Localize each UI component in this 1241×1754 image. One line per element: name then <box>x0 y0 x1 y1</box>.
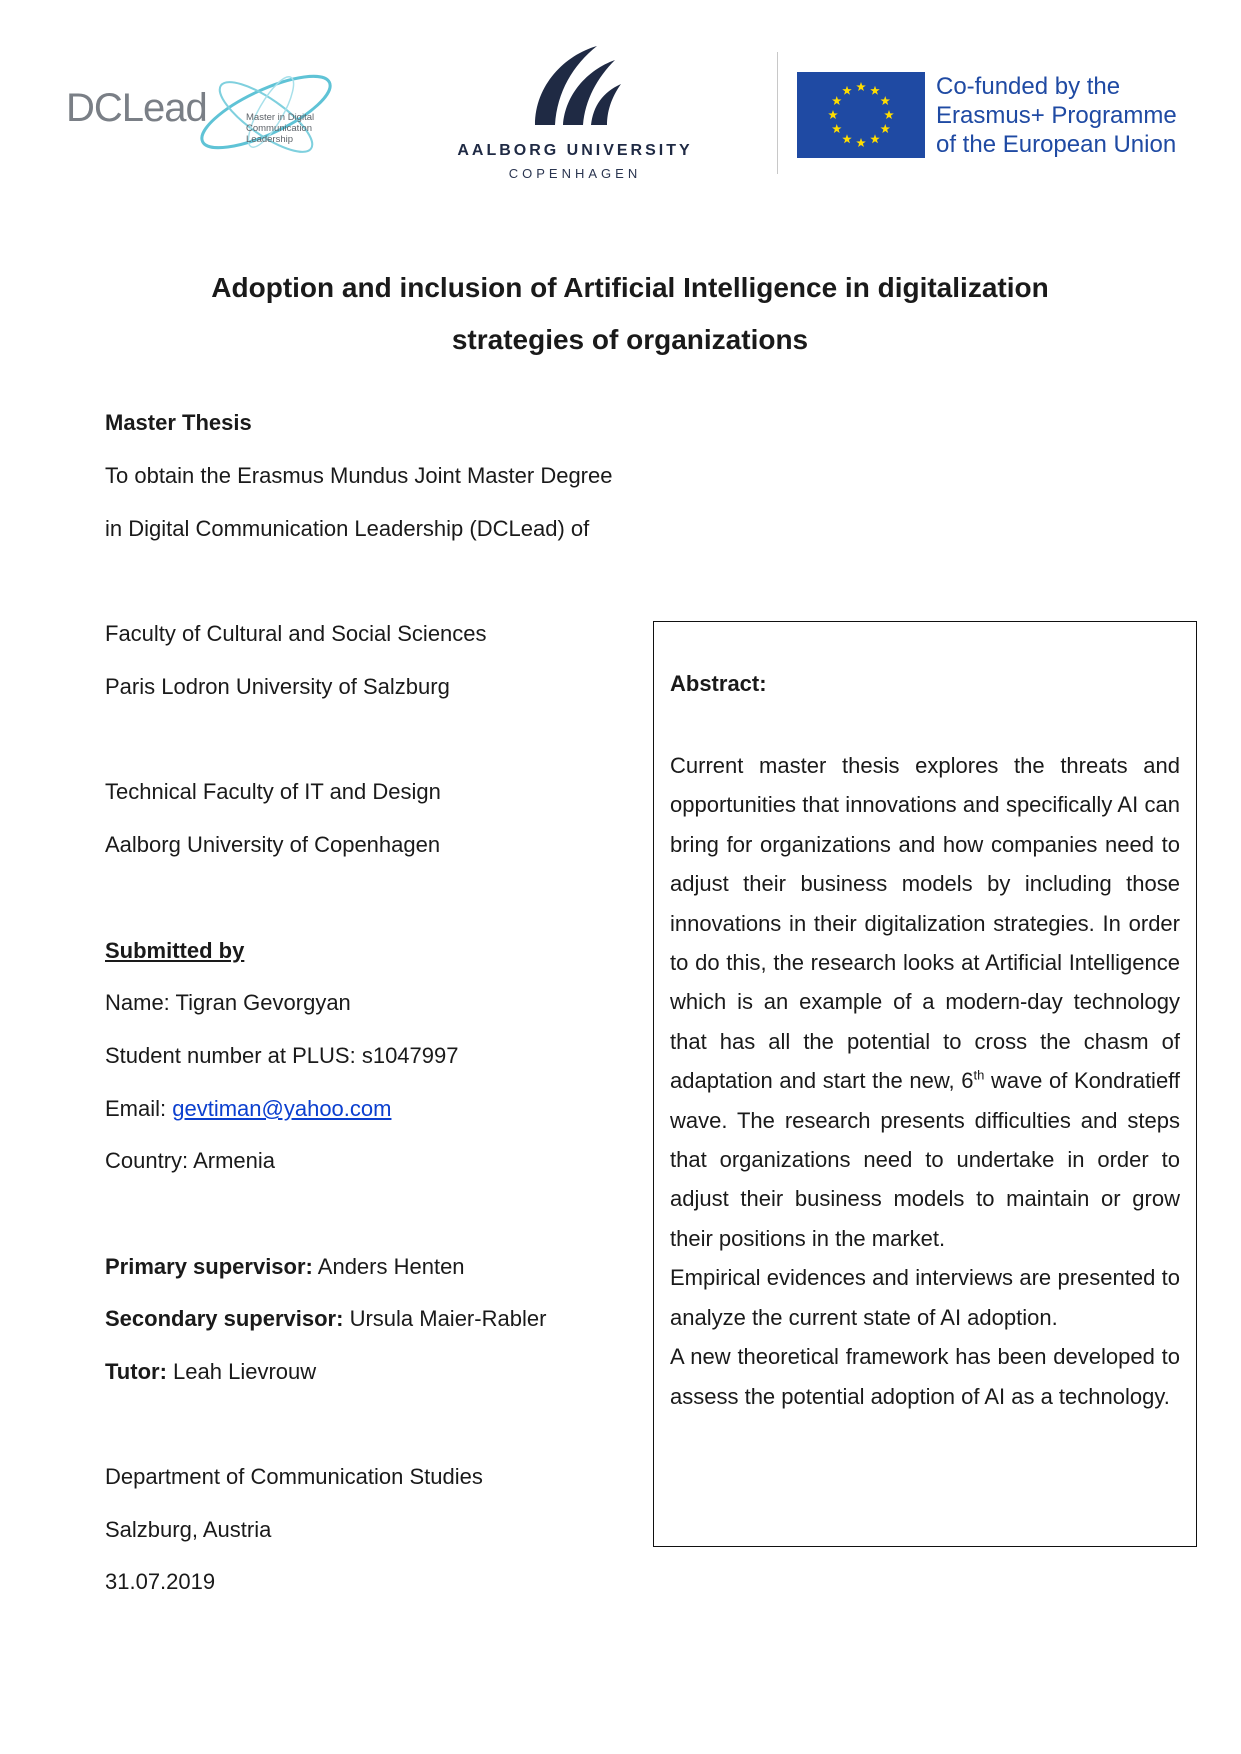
abstract-paragraph-3: A new theoretical framework has been developed to assess the potential adoption of AI as a technology. <box>670 1344 1180 1409</box>
eu-star-icon <box>856 138 866 147</box>
aau-logo <box>440 40 710 190</box>
eu-star-icon <box>842 134 852 143</box>
eu-star-icon <box>880 96 890 105</box>
university-2: Aalborg University of Copenhagen <box>105 832 441 857</box>
name-label: Name: <box>105 990 170 1015</box>
author-name: Tigran Gevorgyan <box>175 990 351 1015</box>
email-label: Email: <box>105 1096 167 1121</box>
title-line-1: Adoption and inclusion of Artificial Intelligence in digitalization <box>211 272 1049 303</box>
abstract-paragraph-1 <box>670 746 1180 1258</box>
secondary-supervisor: Ursula Maier-Rabler <box>349 1306 547 1331</box>
eu-line-2: Erasmus+ Programme <box>936 102 1177 129</box>
abstract-p1-text-b: wave of Kondratieff wave. The research presents difficulties and steps that organizations need to undertake in order to adjust their business models to maintain or grow their positions in the market. <box>670 1068 1181 1251</box>
aau-name: AALBORG UNIVERSITY <box>457 142 693 159</box>
student-number-row <box>105 1043 458 1069</box>
university-1: Paris Lodron University of Salzburg <box>105 674 450 699</box>
submitted-heading: Submitted by <box>105 938 245 963</box>
purpose-line-1: To obtain the Erasmus Mundus Joint Master Degree <box>105 463 613 488</box>
student-number: s1047997 <box>361 1043 459 1068</box>
dclead-logo-text: DCLead <box>66 86 207 130</box>
abstract-p1-superscript: th <box>973 1067 985 1083</box>
abstract-p1-text-a: Current master thesis explores the threats and opportunities that innovations and specifically AI can bring for organizations and how companies need to adjust their business models by including those innovations in their digitalization strategies. In order to do this, the research looks at Artificial Intelligence which is an example of a modern-day technology that has all the potential to cross the chasm of adaptation and start the new, 6 <box>670 753 1180 1094</box>
eu-star-icon <box>842 86 852 95</box>
eu-star-icon <box>828 110 838 119</box>
eu-star-icon <box>832 96 842 105</box>
eu-flag-icon <box>797 72 925 158</box>
header-divider <box>777 52 778 174</box>
country-row <box>105 1148 275 1174</box>
eu-line-1: Co-funded by the <box>936 73 1121 100</box>
country: Armenia <box>193 1148 275 1173</box>
email-row <box>105 1096 391 1122</box>
dclead-logo <box>66 62 366 172</box>
faculty-2: Technical Faculty of IT and Design <box>105 779 441 804</box>
abstract-paragraph-2: Empirical evidences and interviews are presented to analyze the current state of AI adoption. <box>670 1265 1180 1330</box>
student-number-label: Student number at PLUS: <box>105 1043 356 1068</box>
eu-star-icon <box>884 110 894 119</box>
author-name-row <box>105 990 351 1016</box>
primary-supervisor: Anders Henten <box>317 1254 465 1279</box>
country-label: Country: <box>105 1148 189 1173</box>
location: Salzburg, Austria <box>105 1517 272 1542</box>
secondary-supervisor-label: Secondary supervisor: <box>105 1306 344 1331</box>
eu-funding-text <box>936 72 1216 159</box>
aau-wave-icon <box>525 40 625 130</box>
tutor-label: Tutor: <box>105 1359 167 1384</box>
submission-date: 31.07.2019 <box>105 1569 216 1594</box>
thesis-type: Master Thesis <box>105 410 252 435</box>
faculty-1: Faculty of Cultural and Social Sciences <box>105 621 487 646</box>
thesis-title <box>100 262 1160 366</box>
aau-city: COPENHAGEN <box>508 166 642 181</box>
tutor: Leah Lievrouw <box>173 1359 317 1384</box>
eu-star-icon <box>870 86 880 95</box>
title-line-2: strategies of organizations <box>451 324 809 355</box>
eu-star-icon <box>880 124 890 133</box>
eu-star-icon <box>870 134 880 143</box>
tutor-row <box>105 1359 316 1385</box>
email-link[interactable]: gevtiman@yahoo.com <box>172 1096 392 1121</box>
primary-supervisor-row <box>105 1254 465 1280</box>
primary-supervisor-label: Primary supervisor: <box>105 1254 313 1279</box>
abstract-box <box>653 621 1197 1547</box>
secondary-supervisor-row <box>105 1306 546 1332</box>
dclead-subtitle: Master in Digital Communication Leadership <box>246 112 315 145</box>
department: Department of Communication Studies <box>105 1464 483 1489</box>
eu-star-icon <box>832 124 842 133</box>
eu-stars <box>797 72 925 158</box>
eu-star-icon <box>856 82 866 91</box>
eu-line-3: of the European Union <box>936 131 1177 158</box>
abstract-heading: Abstract: <box>670 671 767 696</box>
abstract-body <box>670 746 1180 1416</box>
purpose-line-2: in Digital Communication Leadership (DCLead) of <box>105 516 590 541</box>
